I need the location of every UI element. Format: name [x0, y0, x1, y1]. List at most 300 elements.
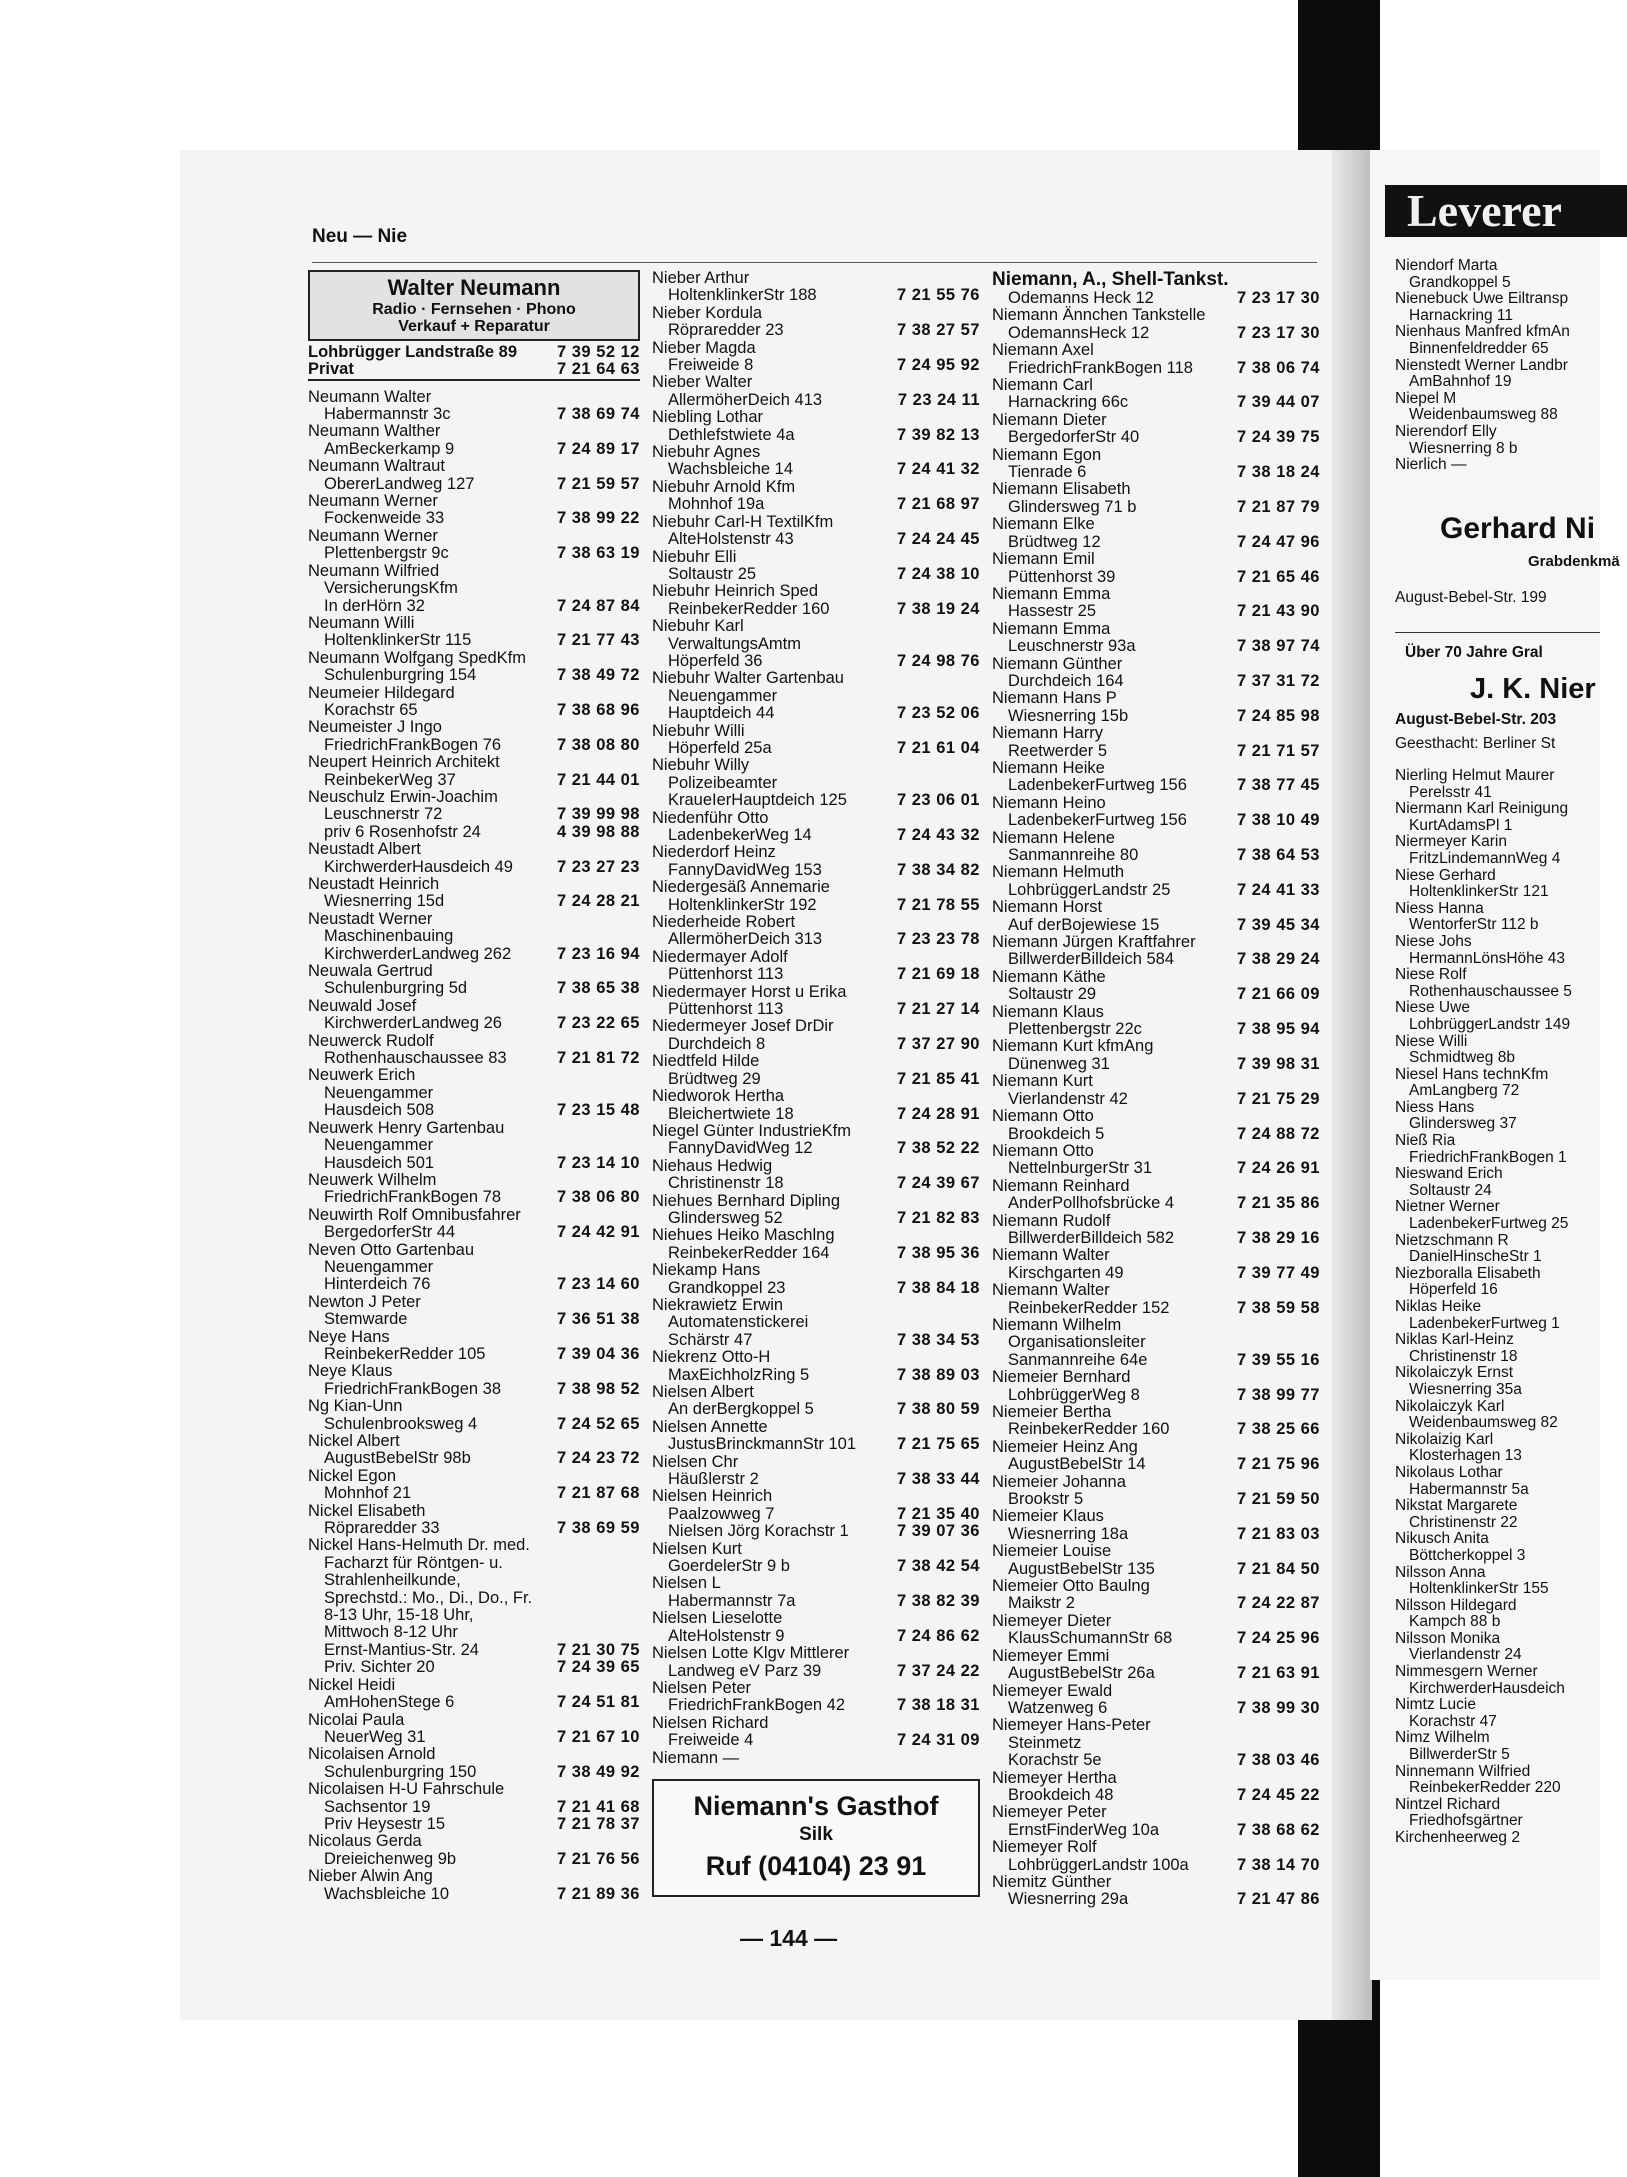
list-item: [992, 1021, 1320, 1038]
phone-number: 7 21 78 55: [897, 895, 980, 914]
facing-ad2-line: Über 70 Jahre Gral: [1405, 644, 1543, 661]
list-item: [992, 603, 1320, 620]
list-item: Niklas Karl-Heinz: [1395, 1331, 1514, 1349]
list-item: [308, 493, 640, 510]
entry-text: Brookstr 5: [1008, 1490, 1084, 1509]
list-item: [992, 951, 1320, 968]
list-item: [308, 1329, 640, 1346]
list-item: [992, 1143, 1320, 1160]
list-item: [992, 1630, 1320, 1647]
entry-text: Schulenburgring 154: [324, 666, 477, 685]
entry-text: Brüdtweg 29: [668, 1069, 761, 1088]
list-item: [308, 1137, 640, 1154]
list-item: Christinenstr 22: [1409, 1513, 1518, 1531]
list-item: [652, 1454, 980, 1471]
list-item: [308, 667, 640, 684]
phone-number: 7 39 99 98: [557, 805, 640, 824]
list-item: [992, 307, 1320, 324]
list-item: [652, 270, 980, 287]
entry-text: Neumann Walter: [308, 387, 432, 406]
ad-line: Radio · Fernsehen · Phono: [372, 301, 576, 318]
entry-text: Niemeyer Emmi: [992, 1646, 1110, 1665]
list-item: [308, 1799, 640, 1816]
list-item: [308, 806, 640, 823]
list-item: [992, 1195, 1320, 1212]
phone-number: 7 38 63 19: [557, 544, 640, 563]
list-item: Nienstedt Werner Landbr: [1395, 356, 1568, 374]
entry-text: Niemitz Günther: [992, 1872, 1112, 1891]
list-item: [652, 409, 980, 426]
list-item: [992, 1421, 1320, 1438]
entry-text: Neumann Walther: [308, 422, 441, 441]
list-item: [652, 1036, 980, 1053]
entry-text: Hausdeich 501: [324, 1153, 435, 1172]
entry-text: Paalzowweg 7: [668, 1504, 775, 1523]
list-item: Niezboralla Elisabeth: [1395, 1264, 1541, 1282]
list-item: [652, 775, 980, 792]
list-item: [992, 1561, 1320, 1578]
entry-text: Neumeister J Ingo: [308, 718, 442, 737]
entry-text: ErnstFinderWeg 10a: [1008, 1820, 1160, 1839]
list-item: [992, 447, 1320, 464]
entry-text: Grandkoppel 23: [668, 1278, 786, 1297]
entry-text: BillwerderBilldeich 584: [1008, 950, 1174, 969]
list-item: [652, 322, 980, 339]
phone-number: 7 38 18 24: [1237, 463, 1320, 482]
list-item: [308, 1833, 640, 1850]
list-item: [308, 1450, 640, 1467]
list-item: Niese Gerhard: [1395, 866, 1496, 884]
list-item: [652, 1158, 980, 1175]
phone-number: 7 38 80 59: [897, 1400, 980, 1419]
entry-text: Neumann Willi: [308, 613, 415, 632]
list-item: [652, 1628, 980, 1645]
list-item: Niermann Karl Reinigung: [1395, 800, 1569, 818]
list-item: Rothenhauschaussee 5: [1409, 982, 1572, 1000]
list-item: [652, 688, 980, 705]
list-item: [308, 1781, 640, 1798]
entry-text: Kirschgarten 49: [1008, 1263, 1124, 1282]
list-item: Nieß Ria: [1395, 1132, 1456, 1150]
list-item: [308, 1729, 640, 1746]
phone-number: 7 21 76 56: [557, 1849, 640, 1868]
entry-text: Nielsen Peter: [652, 1678, 752, 1697]
list-item: [308, 528, 640, 545]
list-item: [652, 914, 980, 931]
list-item: [308, 754, 640, 771]
entry-text: LohbrüggerWeg 8: [1008, 1385, 1140, 1404]
list-item: [308, 893, 640, 910]
phone-number: 7 24 98 76: [897, 651, 980, 670]
list-item: Weidenbaumsweg 82: [1409, 1414, 1558, 1432]
entry-text: VerwaltungsAmtm: [668, 634, 801, 653]
entry-text: Nielsen Albert: [652, 1383, 754, 1401]
list-item: ReinbekerRedder 220: [1409, 1779, 1561, 1797]
list-item: [652, 1575, 980, 1592]
phone-number: 7 23 27 23: [557, 857, 640, 876]
list-item: HoltenklinkerStr 121: [1409, 883, 1549, 901]
phone-number: 7 24 22 87: [1237, 1594, 1320, 1613]
list-item: [992, 864, 1320, 881]
list-item: [308, 980, 640, 997]
list-item: DanielHinscheStr 1: [1409, 1248, 1542, 1266]
entry-text: Neuengammer: [324, 1083, 434, 1102]
entry-text: MaxEichholzRing 5: [668, 1365, 810, 1384]
list-item: [992, 1404, 1320, 1421]
entry-text: Leuschnerstr 93a: [1008, 637, 1136, 656]
phone-number: 7 21 41 68: [557, 1797, 640, 1816]
phone-number: 7 23 06 01: [897, 791, 980, 810]
entry-text: Niemeier Louise: [992, 1542, 1112, 1561]
entry-text: Neumann Werner: [308, 492, 438, 511]
list-item: [992, 934, 1320, 951]
ad-address: Lohbrügger Landstraße 89: [308, 342, 518, 361]
list-item: [992, 1108, 1320, 1125]
list-item: [308, 1276, 640, 1293]
list-item: [992, 1230, 1320, 1247]
list-item: [308, 1694, 640, 1711]
phone-number: 7 23 52 06: [897, 704, 980, 723]
entry-text: Hinterdeich 76: [324, 1275, 431, 1294]
list-item: KirchwerderHausdeich: [1409, 1679, 1565, 1697]
entry-text: Niemann Kurt kfmAng: [992, 1037, 1154, 1056]
list-item: [992, 830, 1320, 847]
entry-text: Niemann Klaus: [992, 1002, 1104, 1021]
entry-text: Sprechstd.: Mo., Di., Do., Fr.: [324, 1588, 533, 1607]
list-item: [308, 928, 640, 945]
entry-text: Nielsen Lotte Klgv Mittlerer: [652, 1644, 850, 1663]
entry-text: Fockenweide 33: [324, 509, 445, 528]
entry-text: LadenbekerWeg 14: [668, 826, 812, 844]
entry-text: Niemann Elke: [992, 515, 1095, 534]
entry-text: Niemann Egon: [992, 445, 1102, 464]
list-item: LadenbekerFurtweg 1: [1409, 1314, 1560, 1332]
facing-ad-rule: [1395, 632, 1600, 633]
phone-number: 7 21 89 36: [557, 1884, 640, 1903]
list-item: KurtAdamsPl 1: [1409, 816, 1513, 834]
list-item: [652, 1053, 980, 1070]
list-item: Nikusch Anita: [1395, 1530, 1489, 1548]
entry-text: KirchwerderLandweg 262: [324, 944, 512, 963]
list-item: [992, 1752, 1320, 1769]
list-item: Niese Willi: [1395, 1032, 1468, 1050]
phone-number: 7 38 29 24: [1237, 950, 1320, 969]
list-item: [992, 1091, 1320, 1108]
list-item: [308, 1659, 640, 1676]
list-item: [652, 1123, 980, 1140]
list-item: [308, 1590, 640, 1607]
phone-number: 7 38 06 80: [557, 1188, 640, 1207]
list-item: [652, 1001, 980, 1018]
list-item: [308, 545, 640, 562]
phone-number: 7 23 15 48: [557, 1101, 640, 1120]
list-item: [308, 615, 640, 632]
phone-number: 7 39 52 12: [557, 342, 640, 361]
entry-text: Niemann Helmuth: [992, 863, 1125, 882]
list-item: [308, 1520, 640, 1537]
list-item: [308, 998, 640, 1015]
entry-text: Niemann —: [652, 1748, 740, 1767]
entry-name: Niemann, A., Shell-Tankst.: [992, 269, 1229, 290]
list-item: Nierlich —: [1395, 456, 1467, 474]
list-item: [652, 427, 980, 444]
entry-text: Schulenburgring 150: [324, 1762, 477, 1781]
phone-number: 7 21 47 86: [1237, 1890, 1320, 1909]
entry-text: VersicherungsKfm: [324, 579, 458, 598]
entry-text: HoltenklinkerStr 188: [668, 286, 817, 305]
list-item: [308, 1102, 640, 1119]
entry-text: Neuwerk Erich: [308, 1066, 416, 1085]
entry-text: LadenbekerFurtweg 156: [1008, 776, 1187, 795]
entry-text: Neustadt Albert: [308, 840, 421, 859]
facing-ad2-branch: Geesthacht: Berliner St: [1395, 735, 1556, 752]
list-item: Grandkoppel 5: [1409, 273, 1511, 291]
list-item: [992, 777, 1320, 794]
list-item: Kirchenheerweg 2: [1395, 1829, 1520, 1846]
entry-text: KirchwerderLandweg 26: [324, 1014, 502, 1033]
list-item: [652, 1610, 980, 1627]
entry-text: FannyDavidWeg 12: [668, 1139, 813, 1158]
ad-private-row: [308, 361, 640, 378]
list-item: [652, 1419, 980, 1436]
list-item: [992, 1578, 1320, 1595]
entry-text: In derHörn 32: [324, 596, 425, 615]
entry-text: Neumann Waltraut: [308, 457, 445, 476]
entry-text: Niemann Emil: [992, 550, 1095, 569]
entry-text: Püttenhorst 113: [668, 965, 784, 984]
list-item: [652, 601, 980, 618]
list-item: [652, 1541, 980, 1558]
phone-number: 7 24 23 72: [557, 1449, 640, 1468]
phone-number: 7 21 61 04: [897, 738, 980, 757]
list-item: Glindersweg 37: [1409, 1115, 1517, 1133]
list-item: Vierlandenstr 24: [1409, 1646, 1522, 1664]
phone-number: 7 39 55 16: [1237, 1350, 1320, 1369]
entry-text: Niemann Rudolf: [992, 1211, 1111, 1230]
phone-number: 7 38 98 52: [557, 1379, 640, 1398]
list-item: [652, 792, 980, 809]
list-item: [652, 461, 980, 478]
ad-niemanns-gasthof: [652, 1779, 980, 1897]
entry-text: Neuengammer: [324, 1257, 434, 1276]
entry-text: AlteHolstenstr 9: [668, 1626, 785, 1645]
list-item: [992, 1073, 1320, 1090]
listing-entries: [652, 270, 980, 1767]
entry-text: LohbrüggerLandstr 25: [1008, 880, 1171, 899]
facing-ad-address: August-Bebel-Str. 199: [1395, 589, 1547, 606]
list-item: [308, 1363, 640, 1380]
entry-text: Plettenbergstr 22c: [1008, 1020, 1142, 1039]
list-item: [992, 516, 1320, 533]
entry-text: Soltaustr 29: [1008, 985, 1097, 1004]
list-item: [652, 479, 980, 496]
column-3: [992, 270, 1320, 1909]
list-item: [652, 1193, 980, 1210]
entry-text: AmHohenStege 6: [324, 1693, 455, 1712]
list-item: [652, 549, 980, 566]
phone-number: 7 38 69 74: [557, 405, 640, 424]
list-item: [308, 719, 640, 736]
entry-text: Niemeier Johanna: [992, 1472, 1126, 1491]
phone-number: 7 38 89 03: [897, 1365, 980, 1384]
list-item: [992, 464, 1320, 481]
entry-text: Brookdeich 5: [1008, 1124, 1105, 1143]
list-item: Niese Johs: [1395, 932, 1472, 950]
entry-text: Nieber Walter: [652, 373, 753, 392]
list-item: [652, 618, 980, 635]
entry-text: Schärstr 47: [668, 1330, 753, 1349]
list-item: [308, 1033, 640, 1050]
entry-text: Nielsen Jörg Korachstr 1: [668, 1522, 849, 1541]
entry-text: Dethlefstwiete 4a: [668, 425, 795, 444]
phone-number: 7 21 64 63: [557, 360, 640, 379]
entry-text: BergedorferStr 40: [1008, 428, 1140, 447]
list-item: [652, 931, 980, 948]
list-item: [992, 656, 1320, 673]
facing-ad2-address: August-Bebel-Str. 203: [1395, 711, 1557, 728]
list-item: [308, 963, 640, 980]
entry-text: Niemeier Bernhard: [992, 1368, 1131, 1387]
entry-text: Niemann Carl: [992, 376, 1093, 395]
list-item: [652, 653, 980, 670]
entry-text: Niehues Heiko Maschlng: [652, 1226, 835, 1245]
list-item: [308, 685, 640, 702]
list-item: [652, 1088, 980, 1105]
entry-text: Niebuhr Carl-H TextilKfm: [652, 512, 834, 531]
entry-text: Niebling Lothar: [652, 408, 763, 427]
list-item: Perelsstr 41: [1409, 783, 1492, 801]
list-item: [992, 1317, 1320, 1334]
list-item: Nienebuck Uwe Eiltransp: [1395, 290, 1569, 308]
list-item: [992, 1334, 1320, 1351]
entry-text: AugustBebelStr 14: [1008, 1455, 1146, 1474]
phone-number: 7 24 26 91: [1237, 1159, 1320, 1178]
phone-number: 7 38 14 70: [1237, 1855, 1320, 1874]
list-item: [992, 969, 1320, 986]
list-item: [308, 1050, 640, 1067]
list-item: [308, 1311, 640, 1328]
entry-text: Niehues Bernhard Dipling: [652, 1191, 841, 1210]
list-item: [992, 1300, 1320, 1317]
phone-number: 7 38 25 66: [1237, 1420, 1320, 1439]
phone-number: 7 38 33 44: [897, 1470, 980, 1489]
entry-text: Niedermeyer Josef DrDir: [652, 1017, 834, 1036]
list-item: [992, 621, 1320, 638]
page-gutter: [1332, 150, 1372, 2020]
entry-text: Nielsen Lieselotte: [652, 1609, 783, 1628]
entry-text: Niedermayer Horst u Erika: [652, 982, 847, 1001]
phone-number: 7 24 43 32: [897, 826, 980, 844]
list-item: Wiesnerring 35a: [1409, 1380, 1522, 1398]
entry-text: Nieber Kordula: [652, 303, 763, 322]
phone-number: 7 38 84 18: [897, 1278, 980, 1297]
entry-text: Neuwald Josef: [308, 996, 417, 1015]
list-item: [652, 1645, 980, 1662]
entry-text: Niemann Axel: [992, 341, 1094, 360]
list-item: [992, 812, 1320, 829]
phone-number: 7 21 87 68: [557, 1484, 640, 1503]
list-item: [652, 1071, 980, 1088]
column-2: [652, 270, 980, 1897]
entry-text: HoltenklinkerStr 192: [668, 895, 817, 914]
entry-text: Niemeyer Dieter: [992, 1611, 1112, 1630]
phone-number: 7 39 45 34: [1237, 915, 1320, 934]
list-item: [652, 1367, 980, 1384]
list-item: [308, 1746, 640, 1763]
phone-number: 7 38 03 46: [1237, 1751, 1320, 1770]
entry-text: 8-13 Uhr, 15-18 Uhr,: [324, 1606, 474, 1625]
list-item: [992, 1700, 1320, 1717]
list-item: [992, 569, 1320, 586]
list-item: Habermannstr 5a: [1409, 1480, 1529, 1498]
entry-text: Ernst-Mantius-Str. 24: [324, 1640, 479, 1659]
list-item: Niess Hans: [1395, 1098, 1475, 1116]
list-item: [992, 1056, 1320, 1073]
entry-text: Neumeier Hildegard: [308, 683, 455, 702]
entry-text: Niedworok Hertha: [652, 1087, 785, 1106]
list-item: [992, 1543, 1320, 1560]
list-item: [992, 708, 1320, 725]
list-item: [992, 499, 1320, 516]
entry-text: Nicolaisen H-U Fahrschule: [308, 1780, 505, 1799]
entry-text: Wiesnerring 15d: [324, 892, 445, 911]
list-item: [992, 1613, 1320, 1630]
list-item: [992, 1474, 1320, 1491]
entry-text: Nielsen L: [652, 1574, 721, 1593]
list-item: [652, 374, 980, 391]
entry-text: Niemann Ännchen Tankstelle: [992, 306, 1206, 325]
entry-text: Nicolaisen Arnold: [308, 1745, 436, 1764]
entry-text: Neustadt Werner: [308, 909, 433, 928]
entry-text: Niebuhr Arnold Kfm: [652, 477, 796, 496]
phone-number: 7 38 82 39: [897, 1591, 980, 1610]
list-item: [308, 1868, 640, 1885]
entry-text: Niemann Walter: [992, 1281, 1110, 1300]
list-item: [652, 305, 980, 322]
list-item: [308, 1120, 640, 1137]
phone-number: 7 24 88 72: [1237, 1124, 1320, 1143]
list-item: [652, 1506, 980, 1523]
phone-number: 7 38 65 38: [557, 979, 640, 998]
entry-text: Nielsen Annette: [652, 1417, 768, 1436]
list-item: [652, 1697, 980, 1714]
list-item: [308, 1346, 640, 1363]
list-item: [652, 583, 980, 600]
entry-text: Glindersweg 52: [668, 1208, 783, 1227]
entry-text: Niemann Käthe: [992, 967, 1106, 986]
list-item: [652, 1175, 980, 1192]
list-item: [652, 862, 980, 879]
list-item: [308, 1816, 640, 1833]
entry-text: Wachsbleiche 10: [324, 1884, 450, 1903]
entry-text: Strahlenheilkunde,: [324, 1571, 461, 1590]
phone-number: 7 37 27 90: [897, 1034, 980, 1053]
phone-number: 7 21 35 86: [1237, 1194, 1320, 1213]
list-item: [992, 1491, 1320, 1508]
entry-text: Niedermayer Adolf: [652, 947, 788, 966]
entry-text: Niemeier Klaus: [992, 1507, 1104, 1526]
list-item: Böttcherkoppel 3: [1409, 1546, 1526, 1564]
entry-text: FannyDavidWeg 153: [668, 860, 822, 879]
list-item: [992, 1213, 1320, 1230]
entry-text: Facharzt für Röntgen- u.: [324, 1553, 503, 1572]
list-item: [652, 1715, 980, 1732]
entry-text: Niemann Jürgen Kraftfahrer: [992, 933, 1196, 952]
list-item: [992, 290, 1320, 307]
phone-number: 7 23 17 30: [1237, 323, 1320, 342]
entry-text: ReinbekerWeg 37: [324, 770, 456, 789]
list-item: [652, 444, 980, 461]
